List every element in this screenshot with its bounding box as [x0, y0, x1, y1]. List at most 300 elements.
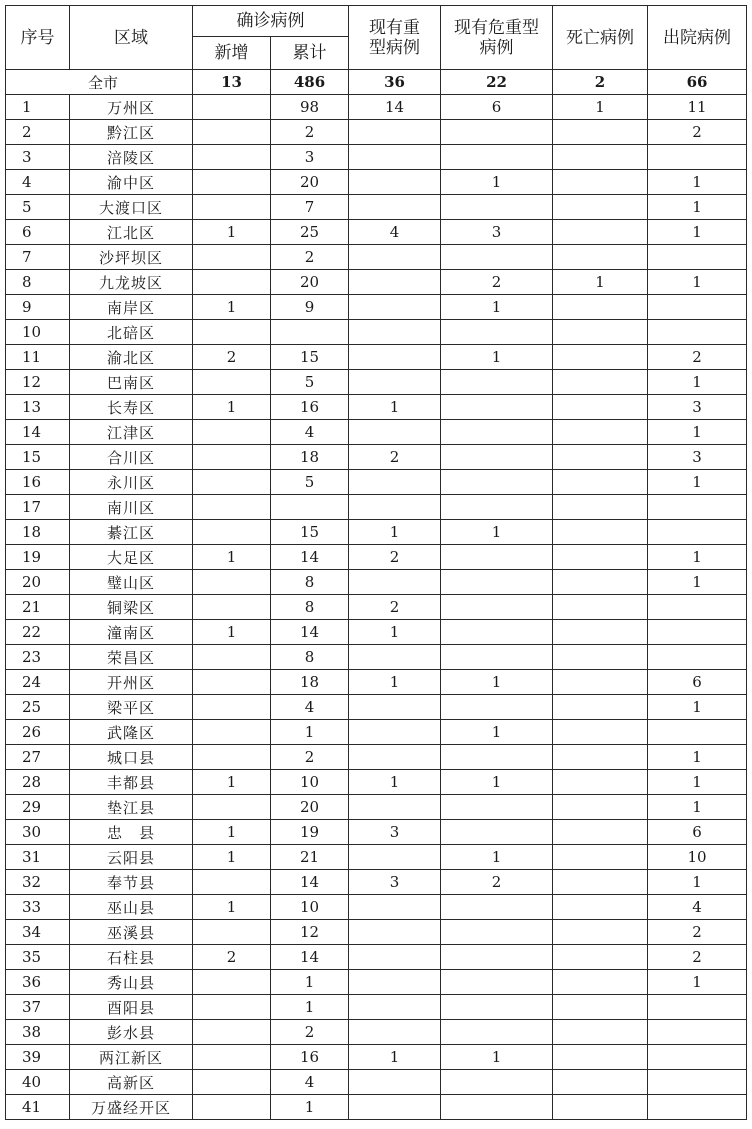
cell-severe: 1 [349, 670, 441, 695]
cell-discharged: 6 [648, 670, 747, 695]
cell-new: 1 [193, 770, 271, 795]
total-label: 全市 [6, 70, 193, 95]
cell-critical [441, 745, 553, 770]
cell-critical [441, 695, 553, 720]
cell-region: 万盛经开区 [70, 1095, 193, 1120]
header-critical [441, 6, 553, 70]
cell-seq: 15 [6, 445, 70, 470]
cell-discharged: 1 [648, 545, 747, 570]
cell-severe [349, 370, 441, 395]
cell-region: 渝中区 [70, 170, 193, 195]
table-row [6, 845, 747, 870]
cell-critical [441, 895, 553, 920]
cell-seq: 34 [6, 920, 70, 945]
table-row [6, 120, 747, 145]
cell-region: 荣昌区 [70, 645, 193, 670]
cell-severe [349, 945, 441, 970]
cell-region: 城口县 [70, 745, 193, 770]
table-row [6, 170, 747, 195]
cell-new: 1 [193, 895, 271, 920]
cell-new [193, 695, 271, 720]
cell-new [193, 170, 271, 195]
table-row [6, 420, 747, 445]
cell-region: 永川区 [70, 470, 193, 495]
cell-new [193, 645, 271, 670]
cell-severe: 2 [349, 545, 441, 570]
covid-case-table [5, 5, 747, 1120]
cell-critical [441, 620, 553, 645]
cell-new: 2 [193, 945, 271, 970]
cell-cumulative: 4 [271, 420, 349, 445]
cell-severe [349, 295, 441, 320]
cell-cumulative: 18 [271, 445, 349, 470]
cell-seq: 14 [6, 420, 70, 445]
header-region: 区域 [70, 6, 193, 70]
cell-cumulative: 2 [271, 120, 349, 145]
header-critical-label: 现有危重型病例 [454, 17, 539, 58]
cell-critical [441, 1070, 553, 1095]
cell-severe [349, 120, 441, 145]
cell-region: 巫溪县 [70, 920, 193, 945]
cell-new: 1 [193, 845, 271, 870]
cell-cumulative: 16 [271, 395, 349, 420]
cell-critical [441, 370, 553, 395]
cell-discharged: 1 [648, 470, 747, 495]
table-row [6, 520, 747, 545]
header-new: 新增 [193, 37, 271, 70]
cell-discharged [648, 1070, 747, 1095]
cell-cumulative [271, 320, 349, 345]
cell-critical [441, 795, 553, 820]
cell-severe: 3 [349, 820, 441, 845]
cell-seq: 20 [6, 570, 70, 595]
cell-discharged: 6 [648, 820, 747, 845]
cell-new [193, 195, 271, 220]
cell-deaths [553, 920, 648, 945]
cell-severe [349, 1070, 441, 1095]
cell-discharged [648, 520, 747, 545]
cell-deaths [553, 395, 648, 420]
table-row [6, 220, 747, 245]
cell-seq: 11 [6, 345, 70, 370]
cell-deaths [553, 820, 648, 845]
cell-discharged [648, 620, 747, 645]
cell-severe [349, 970, 441, 995]
cell-deaths [553, 420, 648, 445]
table-row [6, 95, 747, 120]
header-cumulative: 累计 [271, 37, 349, 70]
cell-new [193, 320, 271, 345]
cell-cumulative: 20 [271, 795, 349, 820]
cell-seq: 4 [6, 170, 70, 195]
cell-new: 1 [193, 220, 271, 245]
table-row [6, 720, 747, 745]
cell-region: 垫江县 [70, 795, 193, 820]
cell-region: 南岸区 [70, 295, 193, 320]
cell-region: 奉节县 [70, 870, 193, 895]
cell-cumulative: 20 [271, 270, 349, 295]
cell-new: 1 [193, 395, 271, 420]
cell-discharged: 1 [648, 195, 747, 220]
cell-severe [349, 345, 441, 370]
table-row [6, 1045, 747, 1070]
cell-region: 黔江区 [70, 120, 193, 145]
cell-region: 丰都县 [70, 770, 193, 795]
table-row [6, 995, 747, 1020]
cell-deaths [553, 245, 648, 270]
cell-severe [349, 995, 441, 1020]
cell-severe [349, 795, 441, 820]
cell-discharged: 1 [648, 420, 747, 445]
table-row [6, 470, 747, 495]
cell-new [193, 1020, 271, 1045]
cell-severe [349, 570, 441, 595]
cell-critical [441, 920, 553, 945]
cell-region: 璧山区 [70, 570, 193, 595]
table-row [6, 195, 747, 220]
cell-deaths [553, 170, 648, 195]
table-row [6, 895, 747, 920]
header-seq: 序号 [6, 6, 70, 70]
cell-severe [349, 245, 441, 270]
total-deaths: 2 [553, 70, 648, 95]
cell-critical: 1 [441, 720, 553, 745]
cell-severe: 1 [349, 620, 441, 645]
table-row [6, 745, 747, 770]
cell-new: 1 [193, 820, 271, 845]
cell-critical: 1 [441, 845, 553, 870]
cell-deaths [553, 195, 648, 220]
cell-cumulative: 15 [271, 520, 349, 545]
cell-discharged: 1 [648, 970, 747, 995]
table-row [6, 870, 747, 895]
table-row [6, 820, 747, 845]
cell-discharged [648, 495, 747, 520]
cell-region: 巴南区 [70, 370, 193, 395]
cell-region: 綦江区 [70, 520, 193, 545]
cell-discharged [648, 295, 747, 320]
cell-discharged: 3 [648, 445, 747, 470]
cell-discharged: 1 [648, 695, 747, 720]
cell-discharged: 2 [648, 920, 747, 945]
cell-critical [441, 145, 553, 170]
cell-severe: 14 [349, 95, 441, 120]
cell-new [193, 1095, 271, 1120]
table-body [6, 70, 747, 1120]
cell-region: 渝北区 [70, 345, 193, 370]
cell-discharged: 11 [648, 95, 747, 120]
cell-critical: 6 [441, 95, 553, 120]
cell-critical [441, 970, 553, 995]
cell-deaths [553, 545, 648, 570]
cell-cumulative: 8 [271, 595, 349, 620]
cell-region: 彭水县 [70, 1020, 193, 1045]
cell-new [193, 520, 271, 545]
cell-cumulative: 2 [271, 745, 349, 770]
cell-severe [349, 495, 441, 520]
cell-cumulative: 20 [271, 170, 349, 195]
cell-critical [441, 945, 553, 970]
header-severe [349, 6, 441, 70]
cell-seq: 1 [6, 95, 70, 120]
cell-cumulative: 14 [271, 945, 349, 970]
cell-new: 1 [193, 295, 271, 320]
cell-seq: 27 [6, 745, 70, 770]
cell-region: 铜梁区 [70, 595, 193, 620]
cell-new [193, 1070, 271, 1095]
cell-seq: 32 [6, 870, 70, 895]
cell-region: 合川区 [70, 445, 193, 470]
cell-deaths [553, 695, 648, 720]
cell-new [193, 495, 271, 520]
cell-severe [349, 470, 441, 495]
cell-critical: 3 [441, 220, 553, 245]
cell-region: 江北区 [70, 220, 193, 245]
cell-deaths [553, 570, 648, 595]
cell-cumulative: 4 [271, 695, 349, 720]
cell-region: 巫山县 [70, 895, 193, 920]
cell-deaths [553, 970, 648, 995]
cell-new [193, 720, 271, 745]
cell-deaths: 1 [553, 95, 648, 120]
cell-severe [349, 645, 441, 670]
cell-cumulative: 5 [271, 370, 349, 395]
cell-seq: 38 [6, 1020, 70, 1045]
cell-discharged: 10 [648, 845, 747, 870]
cell-critical: 2 [441, 270, 553, 295]
total-cumulative: 486 [271, 70, 349, 95]
cell-severe [349, 195, 441, 220]
cell-critical [441, 545, 553, 570]
cell-cumulative: 9 [271, 295, 349, 320]
cell-discharged: 3 [648, 395, 747, 420]
cell-seq: 39 [6, 1045, 70, 1070]
cell-new: 1 [193, 545, 271, 570]
cell-critical: 1 [441, 170, 553, 195]
cell-severe: 1 [349, 770, 441, 795]
cell-seq: 25 [6, 695, 70, 720]
table-row [6, 245, 747, 270]
cell-seq: 7 [6, 245, 70, 270]
cell-seq: 22 [6, 620, 70, 645]
cell-deaths [553, 870, 648, 895]
cell-severe [349, 1095, 441, 1120]
table-row [6, 545, 747, 570]
cell-critical [441, 1020, 553, 1045]
total-discharged: 66 [648, 70, 747, 95]
cell-seq: 31 [6, 845, 70, 870]
cell-critical [441, 820, 553, 845]
cell-deaths [553, 370, 648, 395]
cell-critical: 1 [441, 345, 553, 370]
cell-cumulative: 4 [271, 1070, 349, 1095]
total-severe: 36 [349, 70, 441, 95]
cell-cumulative: 1 [271, 720, 349, 745]
cell-severe: 4 [349, 220, 441, 245]
cell-seq: 29 [6, 795, 70, 820]
cell-region: 北碚区 [70, 320, 193, 345]
cell-cumulative: 1 [271, 995, 349, 1020]
cell-deaths: 1 [553, 270, 648, 295]
cell-critical [441, 320, 553, 345]
cell-severe [349, 420, 441, 445]
cell-severe [349, 270, 441, 295]
cell-region: 九龙坡区 [70, 270, 193, 295]
cell-deaths [553, 1095, 648, 1120]
table-row [6, 620, 747, 645]
cell-seq: 6 [6, 220, 70, 245]
table-row [6, 1020, 747, 1045]
cell-critical: 1 [441, 670, 553, 695]
cell-seq: 12 [6, 370, 70, 395]
cell-discharged: 1 [648, 270, 747, 295]
cell-region: 万州区 [70, 95, 193, 120]
cell-cumulative: 14 [271, 870, 349, 895]
cell-new [193, 270, 271, 295]
cell-new: 2 [193, 345, 271, 370]
cell-cumulative: 10 [271, 770, 349, 795]
total-row [6, 70, 747, 95]
cell-severe [349, 1020, 441, 1045]
cell-deaths [553, 120, 648, 145]
cell-discharged [648, 1095, 747, 1120]
table-row [6, 695, 747, 720]
cell-severe: 1 [349, 520, 441, 545]
cell-cumulative: 10 [271, 895, 349, 920]
cell-deaths [553, 320, 648, 345]
header-confirmed: 确诊病例 [193, 6, 349, 37]
cell-new [193, 95, 271, 120]
cell-deaths [553, 295, 648, 320]
cell-cumulative: 15 [271, 345, 349, 370]
cell-cumulative: 18 [271, 670, 349, 695]
cell-seq: 18 [6, 520, 70, 545]
cell-region: 长寿区 [70, 395, 193, 420]
table-row [6, 395, 747, 420]
total-critical: 22 [441, 70, 553, 95]
cell-discharged [648, 320, 747, 345]
cell-discharged: 1 [648, 795, 747, 820]
cell-region: 两江新区 [70, 1045, 193, 1070]
case-table-container [5, 5, 746, 1120]
cell-deaths [553, 520, 648, 545]
table-row [6, 645, 747, 670]
cell-cumulative: 98 [271, 95, 349, 120]
cell-severe: 2 [349, 595, 441, 620]
cell-cumulative: 8 [271, 570, 349, 595]
cell-seq: 3 [6, 145, 70, 170]
cell-cumulative: 12 [271, 920, 349, 945]
cell-severe: 3 [349, 870, 441, 895]
cell-critical [441, 120, 553, 145]
cell-critical: 1 [441, 295, 553, 320]
cell-cumulative: 14 [271, 620, 349, 645]
cell-seq: 16 [6, 470, 70, 495]
cell-cumulative [271, 495, 349, 520]
cell-seq: 35 [6, 945, 70, 970]
cell-region: 秀山县 [70, 970, 193, 995]
cell-seq: 23 [6, 645, 70, 670]
cell-discharged: 1 [648, 870, 747, 895]
table-row [6, 370, 747, 395]
cell-deaths [553, 220, 648, 245]
cell-cumulative: 7 [271, 195, 349, 220]
cell-cumulative: 21 [271, 845, 349, 870]
header-severe-label: 现有重型病例 [369, 17, 420, 58]
cell-seq: 37 [6, 995, 70, 1020]
cell-seq: 10 [6, 320, 70, 345]
table-row [6, 320, 747, 345]
cell-region: 大渡口区 [70, 195, 193, 220]
cell-new [193, 245, 271, 270]
cell-deaths [553, 895, 648, 920]
table-row [6, 445, 747, 470]
cell-critical [441, 1095, 553, 1120]
cell-severe [349, 720, 441, 745]
cell-discharged [648, 645, 747, 670]
cell-discharged [648, 1020, 747, 1045]
table-row [6, 570, 747, 595]
cell-new [193, 920, 271, 945]
cell-severe [349, 845, 441, 870]
cell-discharged [648, 145, 747, 170]
cell-critical: 1 [441, 770, 553, 795]
cell-severe: 1 [349, 1045, 441, 1070]
table-row [6, 295, 747, 320]
header-discharged: 出院病例 [648, 6, 747, 70]
cell-cumulative: 1 [271, 970, 349, 995]
cell-severe [349, 145, 441, 170]
cell-new [193, 470, 271, 495]
cell-deaths [553, 1020, 648, 1045]
cell-new [193, 595, 271, 620]
cell-cumulative: 5 [271, 470, 349, 495]
cell-region: 江津区 [70, 420, 193, 445]
cell-deaths [553, 795, 648, 820]
cell-seq: 28 [6, 770, 70, 795]
cell-region: 梁平区 [70, 695, 193, 720]
cell-discharged [648, 1045, 747, 1070]
cell-seq: 26 [6, 720, 70, 745]
cell-cumulative: 25 [271, 220, 349, 245]
cell-new [193, 420, 271, 445]
table-row [6, 270, 747, 295]
cell-new [193, 120, 271, 145]
cell-discharged: 4 [648, 895, 747, 920]
cell-cumulative: 8 [271, 645, 349, 670]
cell-critical [441, 595, 553, 620]
cell-region: 南川区 [70, 495, 193, 520]
cell-region: 石柱县 [70, 945, 193, 970]
cell-deaths [553, 670, 648, 695]
cell-new [193, 445, 271, 470]
cell-seq: 24 [6, 670, 70, 695]
table-row [6, 970, 747, 995]
cell-region: 武隆区 [70, 720, 193, 745]
cell-deaths [553, 720, 648, 745]
cell-seq: 19 [6, 545, 70, 570]
cell-critical: 1 [441, 520, 553, 545]
cell-severe [349, 745, 441, 770]
table-row [6, 795, 747, 820]
table-row [6, 945, 747, 970]
table-row [6, 1095, 747, 1120]
cell-deaths [553, 770, 648, 795]
cell-severe [349, 170, 441, 195]
cell-new [193, 745, 271, 770]
table-row [6, 345, 747, 370]
cell-critical: 1 [441, 1045, 553, 1070]
